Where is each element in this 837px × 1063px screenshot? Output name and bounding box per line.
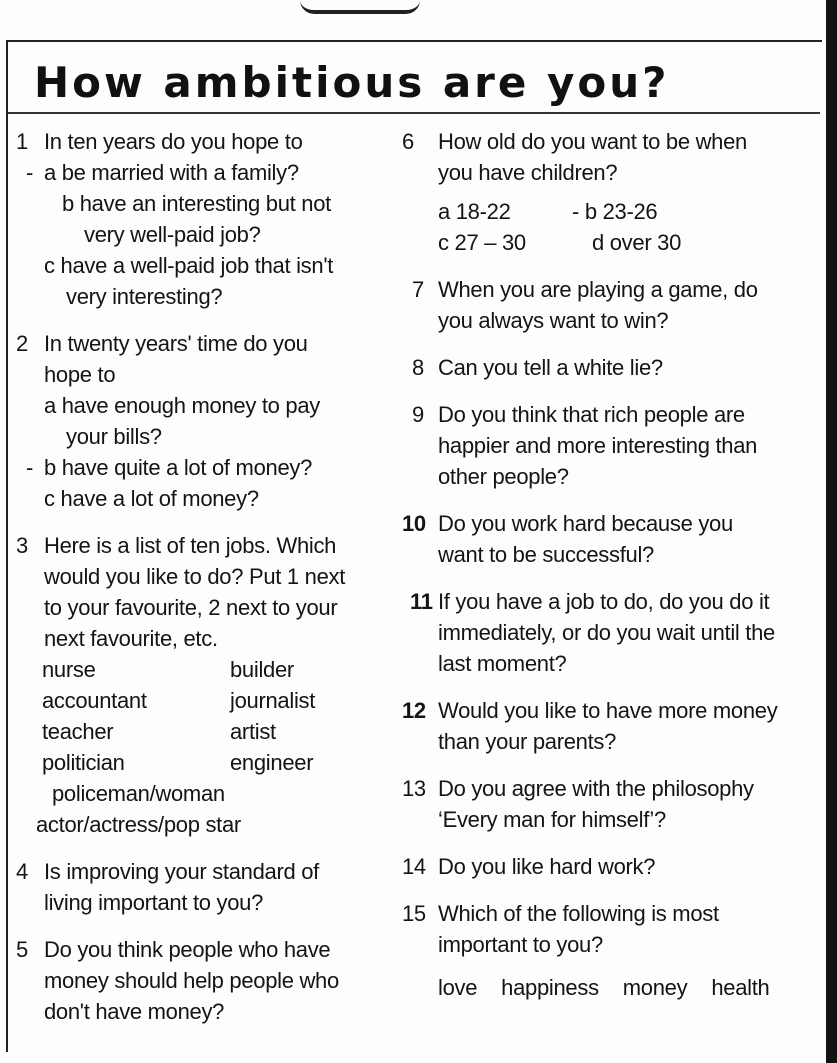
question-text: Can you tell a white lie?: [438, 355, 663, 380]
title-divider: [8, 112, 820, 114]
question-number: 12: [402, 698, 426, 723]
question-9: 9 Do you think that rich people are happier and more interesting than other people?: [402, 399, 818, 492]
question-number: 5: [16, 937, 28, 962]
question-11: 11 If you have a job to do, do you do it immediately, or do you wait until the last moment?: [402, 586, 818, 679]
right-column: [402, 126, 818, 1019]
job-item: politician: [42, 750, 125, 775]
option-a: - a be married with a family?: [44, 157, 388, 188]
age-option-d: d over 30: [592, 230, 682, 255]
question-text: Which of the following is most: [438, 901, 719, 926]
pen-mark: -: [26, 455, 34, 480]
option-a: a have enough money to pay your bills?: [44, 393, 320, 449]
question-number: 15: [402, 901, 426, 926]
age-option-c: c 27 – 30: [438, 230, 526, 255]
question-number: 9: [412, 402, 424, 427]
question-number: 2: [16, 331, 28, 356]
top-scribble-mark: [300, 0, 420, 14]
question-number: 3: [16, 533, 28, 558]
question-2: [16, 328, 388, 514]
question-5: 5 Do you think people who have money should help people who don't have money?: [16, 934, 388, 1027]
job-item: journalist: [230, 688, 316, 713]
job-item: nurse: [42, 657, 96, 682]
question-text: Would you like to have more money: [438, 698, 778, 723]
pen-mark: -: [26, 160, 34, 185]
job-item: actor/actress/pop star: [36, 812, 241, 837]
question-text: Do you think people who have: [44, 937, 331, 962]
left-column: [16, 126, 388, 1043]
question-text: When you are playing a game, do: [438, 277, 758, 302]
question-number: 1: [16, 129, 28, 154]
job-list: [36, 654, 388, 840]
question-text: Do you think that rich people are: [438, 402, 745, 427]
option-c: c have a lot of money?: [44, 486, 259, 511]
question-13: 13 Do you agree with the philosophy ‘Every man for himself’?: [402, 773, 818, 835]
job-item: policeman/woman: [52, 781, 225, 806]
question-text: Do you work hard because you: [438, 511, 733, 536]
question-number: 4: [16, 859, 28, 884]
question-14: [402, 851, 818, 882]
question-text: Is improving your standard of: [44, 859, 319, 884]
question-6: 6 How old do you want to be when you have children? a 18-22 - b 23-26 c 27 – 30 d over 30: [402, 126, 818, 258]
question-12: 12 Would you like to have more money than your parents?: [402, 695, 818, 757]
question-10: 10 Do you work hard because you want to be successful?: [402, 508, 818, 570]
question-number: 10: [402, 511, 426, 536]
scan-dark-edge: [826, 0, 837, 1063]
question-7: 7 When you are playing a game, do you always want to win?: [402, 274, 818, 336]
question-text: Do you agree with the philosophy: [438, 776, 754, 801]
question-number: 13: [402, 776, 426, 801]
job-item: accountant: [42, 688, 147, 713]
job-item: engineer: [230, 750, 314, 775]
option-word: happiness: [501, 975, 599, 1000]
question-3: 3 Here is a list of ten jobs. Which would you like to do? Put 1 next to your favourite, 2 next to your next favourite, etc. nurse builder accountant journalist teacher artist politician engineer policeman/woman actor/actress/pop star: [16, 530, 388, 840]
question-text: Do you like hard work?: [438, 854, 656, 879]
question-8: [402, 352, 818, 383]
question-number: 8: [412, 355, 424, 380]
question-text-cont: hope to: [44, 362, 116, 387]
page-title: How ambitious are you?: [34, 58, 670, 107]
job-item: artist: [230, 719, 276, 744]
job-item: builder: [230, 657, 294, 682]
option-c: c have a well-paid job that isn't very interesting?: [44, 253, 334, 309]
question-number: 14: [402, 854, 426, 879]
option-b: b have an interesting but not very well-paid job?: [62, 191, 331, 247]
question-number: 6: [402, 129, 414, 154]
age-option-b: - b 23-26: [572, 199, 658, 224]
question-text: How old do you want to be when: [438, 129, 747, 154]
job-item: teacher: [42, 719, 114, 744]
question-number: 11: [410, 589, 433, 614]
question-text: In twenty years' time do you: [44, 331, 308, 356]
age-options: [438, 196, 818, 258]
question-1: [16, 126, 388, 312]
question-4: 4 Is improving your standard of living important to you?: [16, 856, 388, 918]
question-15: 15 Which of the following is most important to you? love happiness money health: [402, 898, 818, 1003]
question-text: In ten years do you hope to: [44, 129, 303, 154]
question-text: Here is a list of ten jobs. Which: [44, 533, 337, 558]
question-text: If you have a job to do, do you do it: [438, 589, 770, 614]
option-word: money: [622, 975, 688, 1000]
option-word: health: [711, 975, 770, 1000]
option-word: love: [438, 975, 478, 1000]
age-option-a: a 18-22: [438, 199, 511, 224]
question-number: 7: [412, 277, 424, 302]
importance-options: [438, 972, 818, 1003]
option-b: - b have quite a lot of money?: [44, 452, 388, 483]
